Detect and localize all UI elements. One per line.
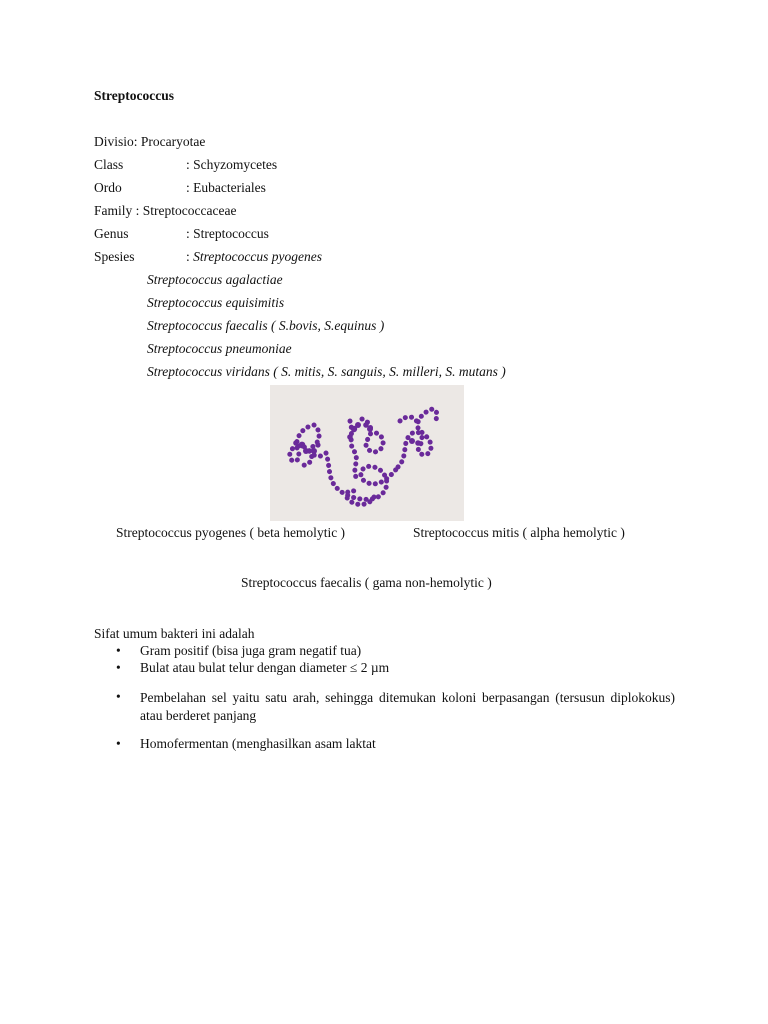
- species-item: Streptococcus agalactiae: [147, 272, 283, 287]
- list-item-text: Bulat atau bulat telur dengan diameter ≤ 2 µm: [140, 660, 390, 675]
- bullet-icon: •: [116, 643, 121, 658]
- document-title: Streptococcus: [94, 88, 174, 103]
- species-item: Streptococcus equisimitis: [147, 295, 285, 310]
- taxonomy-family-value: Streptococcaceae: [142, 203, 237, 218]
- taxonomy-genus-text: Streptococcus: [193, 226, 269, 241]
- taxonomy-spesies-text: Streptococcus pyogenes: [193, 249, 322, 264]
- bullet-icon: •: [116, 736, 121, 751]
- species-item: Streptococcus faecalis ( S.bovis, S.equinus ): [147, 318, 385, 333]
- streptococcus-micrograph: [270, 385, 464, 521]
- taxonomy-spesies-label: Spesies: [94, 249, 135, 264]
- taxonomy-divisio-sep: :: [133, 134, 138, 149]
- taxonomy-divisio: [94, 134, 205, 150]
- species-item: Streptococcus viridans ( S. mitis, S. sanguis, S. milleri, S. mutans ): [147, 364, 506, 379]
- taxonomy-family: [94, 203, 236, 219]
- taxonomy-family-label: Family: [94, 203, 133, 218]
- taxonomy-genus-label: Genus: [94, 226, 129, 241]
- taxonomy-class-value: [186, 157, 277, 173]
- taxonomy-ordo-sep: :: [186, 180, 190, 195]
- bullet-icon: •: [116, 660, 121, 675]
- species-item: Streptococcus pneumoniae: [147, 341, 292, 356]
- taxonomy-ordo-label: Ordo: [94, 180, 122, 195]
- bullet-icon: •: [116, 689, 121, 704]
- properties-intro: Sifat umum bakteri ini adalah: [94, 626, 255, 641]
- taxonomy-ordo-value: [186, 180, 266, 196]
- caption-mitis: Streptococcus mitis ( alpha hemolytic ): [413, 525, 625, 540]
- taxonomy-class-label: Class: [94, 157, 124, 172]
- caption-pyogenes: Streptococcus pyogenes ( beta hemolytic ): [116, 525, 346, 540]
- taxonomy-spesies-value: [186, 249, 322, 265]
- taxonomy-divisio-label: Divisio: [94, 134, 134, 149]
- caption-faecalis: Streptococcus faecalis ( gama non-hemolytic ): [241, 575, 492, 590]
- list-item-text: Pembelahan sel yaitu satu arah, sehingga ditemukan koloni berpasangan (tersusun diplokokus) atau berderet panjang: [140, 690, 675, 723]
- taxonomy-class-text: Schyzomycetes: [193, 157, 278, 172]
- taxonomy-divisio-value: Procaryotae: [140, 134, 206, 149]
- taxonomy-family-sep: :: [135, 203, 140, 218]
- list-item-text: Gram positif (bisa juga gram negatif tua): [140, 643, 362, 658]
- taxonomy-genus-value: [186, 226, 269, 242]
- taxonomy-class-sep: :: [186, 157, 190, 172]
- taxonomy-spesies-sep: :: [186, 249, 190, 264]
- taxonomy-genus-sep: :: [186, 226, 190, 241]
- taxonomy-ordo-text: Eubacteriales: [193, 180, 266, 195]
- list-item-text: Homofermentan (menghasilkan asam laktat: [140, 736, 376, 751]
